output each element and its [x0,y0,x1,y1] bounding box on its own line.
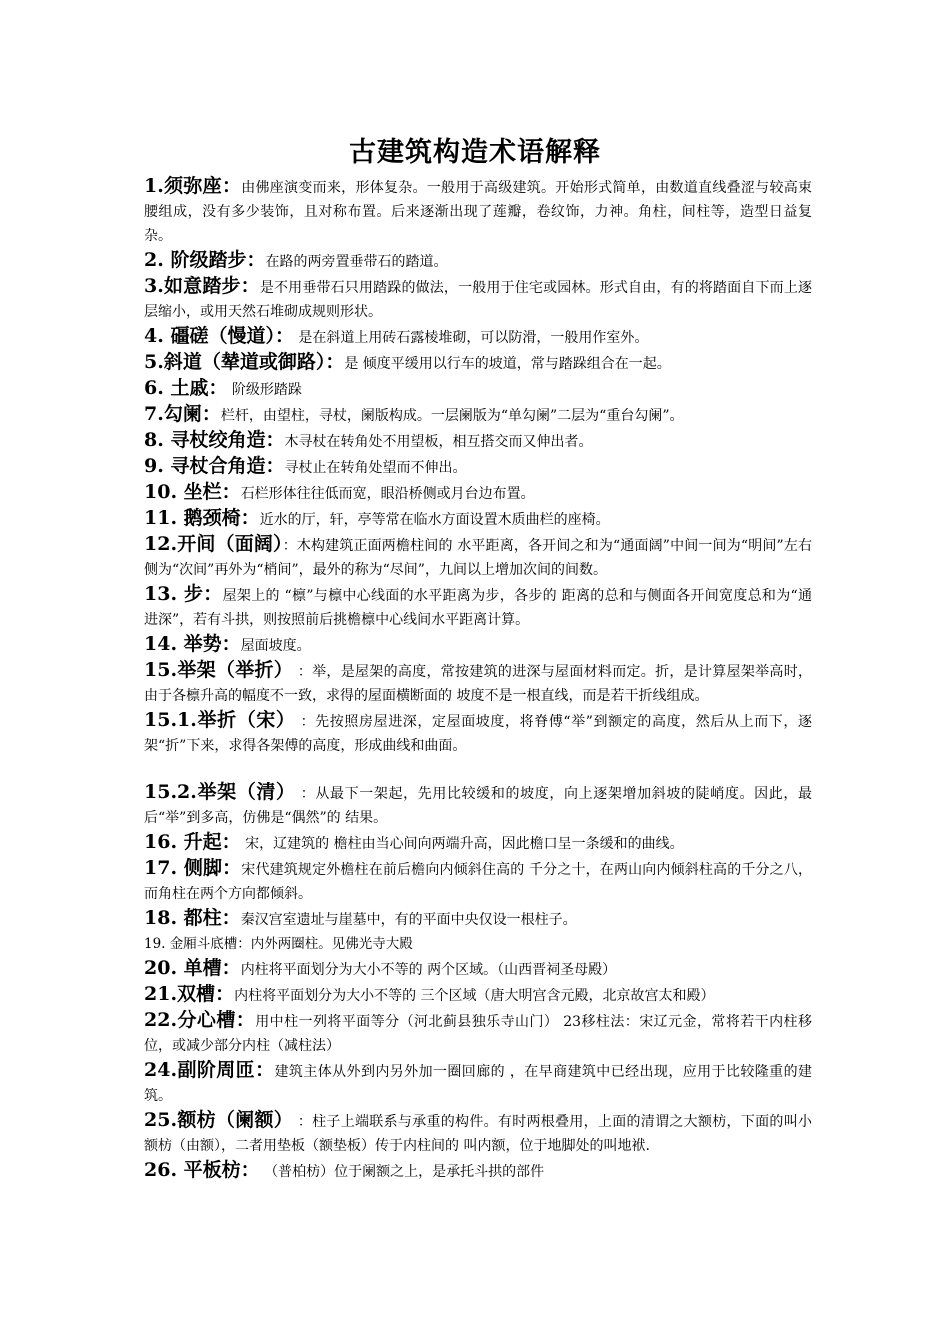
term-label: 5.斜道（辇道或御路） [144,351,326,373]
glossary-list [144,174,812,1184]
term-separator: ： [221,957,241,979]
entry-15 [144,658,812,708]
entry-11 [144,506,812,532]
term-separator: ： [221,831,241,853]
term-separator: ： [215,983,235,1005]
entry-20 [144,956,812,982]
term-label: 18. 都柱 [144,907,222,929]
entry-2 [144,248,812,274]
term-definition: 在路的两旁置垂带石的踏道。 [265,254,448,270]
term-separator: ： [221,633,241,655]
term-separator: ： [240,507,260,529]
entry-21 [144,982,812,1008]
term-label: 7.勾阑 [144,403,202,425]
term-definition: 19. 金厢斗底槽：内外两圈柱。见佛光寺大殿 [144,936,413,952]
term-label: 17. 侧脚 [144,857,223,879]
term-separator: ： [222,857,242,879]
entry-25 [144,1108,812,1158]
term-separator: ： [265,455,285,477]
term-definition: 由佛座演变而来，形体复杂。一般用于高级建筑。开始形式简单，由数道直线叠涩与较高束腰组成，没有多少装饰，且对称布置。后来逐渐出现了莲瓣，卷纹饰，力神。角柱，间柱等，造型日益复杂。 [144,180,812,244]
entry-9 [144,454,812,480]
term-separator: ： [265,429,285,451]
entry-26 [144,1158,812,1184]
entry-18 [144,906,812,932]
term-definition: 宋，辽建筑的 檐柱由当心间向两端升高，因此檐口呈一条缓和的曲线。 [240,836,684,852]
term-separator: ： [246,249,266,271]
term-separator: ： [255,1059,275,1081]
term-definition: ：从最下一架起，先用比较缓和的坡度，向上逐架增加斜坡的陡峭度。因此，最后“举”到多高，仿佛是“偶然”的 结果。 [144,786,813,826]
entry-5 [144,350,812,376]
entry-10 [144,480,812,506]
term-label: 15.1.举折（宋） [144,709,296,731]
term-label: 21.双槽 [144,983,216,1005]
term-separator: ： [325,351,345,373]
term-definition: 石栏形体往往低而宽，眼沿桥侧或月台边布置。 [240,486,535,502]
term-separator: ： [221,481,241,503]
term-label: 4. 礓磋（慢道） [144,325,275,347]
entry-1 [144,174,812,248]
term-label: 15.举架（举折） [144,659,294,681]
entry-15-2 [144,780,812,830]
term-label: 10. 坐栏 [144,481,222,503]
term-label: 12.开间（面阔） [144,533,283,555]
term-definition: 是在斜道上用砖石露棱堆砌，可以防滑，一般用作室外。 [293,330,649,346]
entry-3 [144,274,812,324]
term-separator: ： [240,1159,260,1181]
page-title: 古建筑构造术语解释 [349,137,601,168]
term-label: 13. 步 [144,583,204,605]
term-definition: 屋面坡度。 [240,638,311,654]
term-definition: 用中柱一列将平面等分（河北蓟县独乐寺山门） 23移柱法：宋辽元金，常将若干内柱移位，或减少部分内柱（减柱法） [144,1014,812,1054]
term-label: 1.须弥座 [144,175,222,197]
term-label: 15.2.举架（清） [144,781,296,803]
term-definition: ：先按照房屋进深，定屋面坡度，将脊傅“举”到额定的高度，然后从上而下，逐架“折”下来，求得各架傅的高度，形成曲线和曲面。 [144,714,813,754]
entry-19 [144,932,812,956]
term-label: 9. 寻杖合角造 [144,455,266,477]
term-definition: 秦汉宫室遗址与崖墓中，有的平面中央仅设一根柱子。 [240,912,577,928]
term-separator: ： [240,275,260,297]
term-definition: ：举，是屋架的高度，常按建筑的进深与屋面材料而定。折，是计算屋架举高时，由于各檩升高的幅度不一致，求得的屋面横断面的 坡度不是一根直线，而是若干折线组成。 [144,664,812,704]
term-definition: ：木构建筑正面两檐柱间的 水平距离，各开间之和为“通面阔”中间一间为“明间”左右侧为“次间”再外为“梢间”，最外的称为“尽间”，九间以上增加次间的间数。 [144,538,813,578]
term-label: 20. 单槽 [144,957,222,979]
term-definition: 木寻杖在转角处不用望板，相互搭交而又伸出者。 [284,434,593,450]
term-separator: ： [208,377,228,399]
term-label: 11. 鹅颈椅 [144,507,241,529]
term-separator: ： [201,403,221,425]
term-definition: 内柱将平面划分为大小不等的 两个区域。（山西晋祠圣母殿） [240,962,617,978]
entry-13 [144,582,812,632]
term-label: 2. 阶级踏步 [144,249,247,271]
term-definition: 宋代建筑规定外檐柱在前后檐向内倾斜住高的 千分之十，在两山向内倾斜柱高的千分之八，而角柱在两个方向都倾斜。 [144,862,812,902]
entry-24 [144,1058,812,1108]
term-label: 6. 土戚 [144,377,209,399]
term-definition: 是 倾度平缓用以行车的坡道，常与踏跺组合在一起。 [344,356,671,372]
term-separator: ： [203,583,223,605]
term-label: 25.额枋（阑额） [144,1109,294,1131]
term-definition: 是不用垂带石只用踏跺的做法，一般用于住宅或园林。形式自由，有的将踏面自下而上逐层缩小，或用天然石堆砌成规则形状。 [144,280,812,320]
term-separator: ： [221,907,241,929]
term-label: 16. 升起 [144,831,222,853]
entry-15-1 [144,708,812,758]
term-definition: ：柱子上端联系与承重的构件。有时两根叠用，上面的清谓之大额枋，下面的叫小额枋（由额），二者用垫板（额垫板）传于内柱间的 叫内额，位于地脚处的叫地袱. [144,1114,812,1154]
entry-17 [144,856,812,906]
blank-spacer [144,758,812,780]
term-label: 24.副阶周匝 [144,1059,256,1081]
term-definition: 栏杆，由望柱，寻杖，阑版构成。一层阑版为“单勾阑”二层为“重台勾阑”。 [220,408,684,424]
entry-22 [144,1008,812,1058]
term-definition: 阶级形踏跺 [227,382,302,398]
term-label: 3.如意踏步 [144,275,241,297]
term-definition: 近水的厅，轩，亭等常在临水方面设置木质曲栏的座椅。 [259,512,610,528]
term-definition: 内柱将平面划分为大小不等的 三个区域（唐大明宫含元殿，北京故宫太和殿） [234,988,715,1004]
term-definition: 寻杖止在转角处望而不伸出。 [284,460,467,476]
entry-12 [144,532,812,582]
term-label: 26. 平板枋 [144,1159,241,1181]
term-separator: ： [221,175,242,197]
entry-6 [144,376,812,402]
entry-14 [144,632,812,658]
entry-7 [144,402,812,428]
term-definition: 屋架上的 “檩”与檩中心线面的水平距离为步，各步的 距离的总和与侧面各开间宽度总和为“通进深”，若有斗拱，则按照前后挑檐檩中心线间水平距离计算。 [144,588,812,628]
term-separator: ： [274,325,294,347]
entry-4 [144,324,812,350]
term-definition: （普柏枋）位于阑额之上，是承托斗拱的部件 [259,1164,545,1180]
entry-8 [144,428,812,454]
term-label: 22.分心槽 [144,1009,236,1031]
term-label: 14. 举势 [144,633,222,655]
term-definition: 建筑主体从外到内另外加一圈回廊的 ，在早商建筑中已经出现，应用于比较隆重的建筑。 [144,1064,812,1104]
term-separator: ： [235,1009,256,1031]
term-label: 8. 寻杖绞角造 [144,429,266,451]
entry-16 [144,830,812,856]
